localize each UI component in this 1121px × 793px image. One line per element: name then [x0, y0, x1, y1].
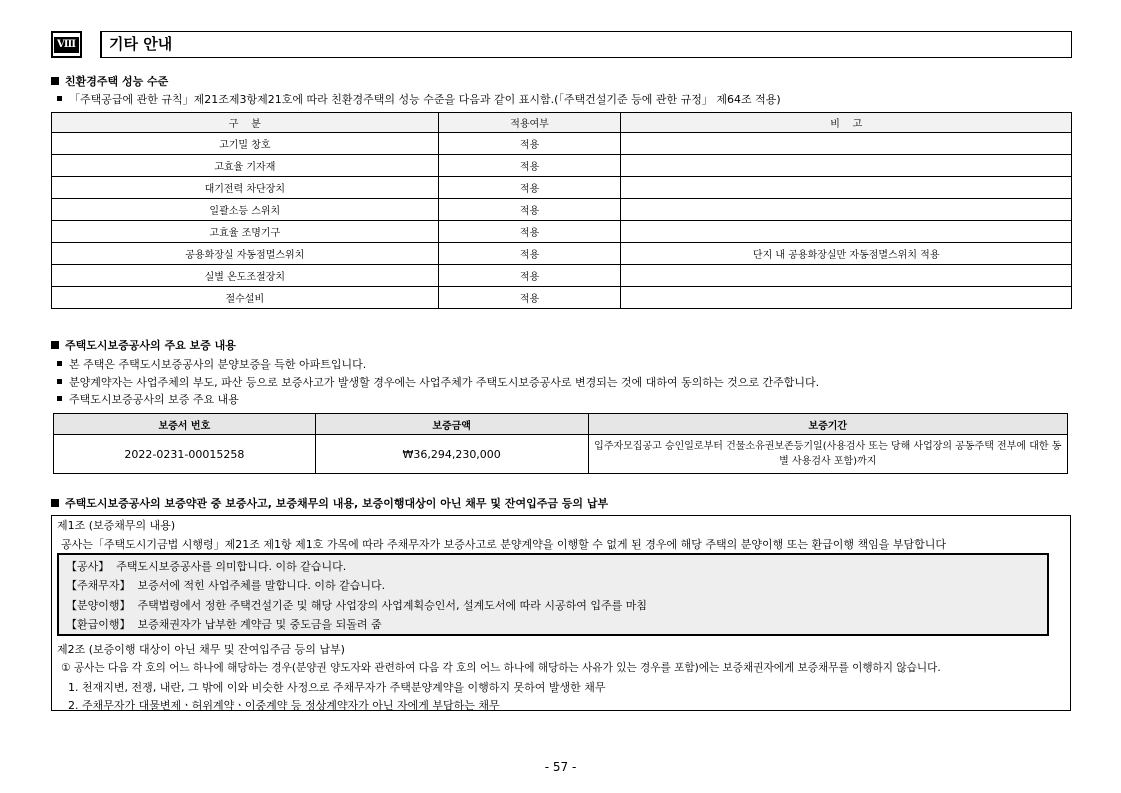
hug-heading: 주택도시보증공사의 주요 보증 내용 — [51, 337, 236, 353]
section-number-badge — [51, 31, 82, 58]
cell-applied: 적용 — [438, 243, 621, 265]
article-1-title: 제1조 (보증채무의 내용) — [57, 519, 176, 532]
section-title: 기타 안내 — [100, 31, 1072, 58]
cell-cert-number: 2022-0231-00015258 — [54, 435, 316, 474]
cell-remarks — [621, 199, 1072, 221]
square-bullet-icon — [51, 341, 59, 349]
cell-category: 일괄소등 스위치 — [52, 199, 439, 221]
table-header-row — [52, 113, 1072, 133]
article-2-item: 1. 천재지변, 전쟁, 내란, 그 밖에 이와 비슷한 사정으로 주채무자가 주택분양계약을 이행하지 못하여 발생한 채무 — [68, 681, 606, 694]
article-1-text: 공사는「주택도시기금법 시행령」제21조 제1항 제1호 가목에 따라 주채무자가 보증사고로 분양계약을 이행할 수 없게 된 경우에 해당 주택의 분양이행 또는 환급이행 책임을 부담합니다 — [61, 538, 946, 551]
cell-applied: 적용 — [438, 177, 621, 199]
definition-item: 【환급이행】 보증채권자가 납부한 계약금 및 중도금을 되돌려 줌 — [66, 618, 382, 631]
header-period: 보증기간 — [588, 414, 1067, 435]
header-remarks: 비 고 — [621, 113, 1072, 133]
cell-period: 입주자모집공고 승인일로부터 건물소유권보존등기일(사용검사 또는 당해 사업장의 공동주택 전부에 대한 동별 사용검사 포함)까지 — [588, 435, 1067, 474]
table-row — [52, 199, 1072, 221]
eco-heading: 친환경주택 성능 수준 — [51, 73, 168, 89]
header-amount: 보증금액 — [315, 414, 588, 435]
eco-note: 「주택공급에 관한 규칙」제21조제3항제21호에 따라 친환경주택의 성능 수준을 다음과 같이 표시함.(「주택건설기준 등에 관한 규정」 제64조 적용) — [51, 91, 781, 107]
cell-remarks — [621, 177, 1072, 199]
table-row — [54, 435, 1068, 474]
terms-heading: 주택도시보증공사의 보증약관 중 보증사고, 보증채무의 내용, 보증이행대상이 아닌 채무 및 잔여입주금 등의 납부 — [51, 495, 608, 511]
article-2-text: ① 공사는 다음 각 호의 어느 하나에 해당하는 경우(분양권 양도자와 관련하여 다음 각 호의 어느 하나에 해당하는 사유가 있는 경우를 포함)에는 보증채권자에게 보증채무를 이행하지 않습니다. — [61, 662, 941, 674]
cell-applied: 적용 — [438, 287, 621, 309]
definition-item: 【공사】 주택도시보증공사를 의미합니다. 이하 같습니다. — [66, 560, 347, 573]
square-bullet-icon — [51, 499, 59, 507]
article-2-title: 제2조 (보증이행 대상이 아닌 채무 및 잔여입주금 등의 납부) — [57, 643, 345, 656]
eco-table — [51, 112, 1072, 309]
cell-applied: 적용 — [438, 155, 621, 177]
bullet-icon — [57, 379, 62, 384]
cell-category: 고효율 조명기구 — [52, 221, 439, 243]
bullet-icon — [57, 96, 62, 101]
table-row — [52, 177, 1072, 199]
cell-category: 고기밀 창호 — [52, 133, 439, 155]
hug-bullet: 주택도시보증공사의 보증 주요 내용 — [51, 391, 239, 407]
hug-bullet: 분양계약자는 사업주체의 부도, 파산 등으로 보증사고가 발생할 경우에는 사업주체가 주택도시보증공사로 변경되는 것에 대하여 동의하는 것으로 간주합니다. — [51, 374, 819, 390]
definition-item: 【주채무자】 보증서에 적힌 사업주체를 말합니다. 이하 같습니다. — [66, 579, 386, 592]
header-cert-number: 보증서 번호 — [54, 414, 316, 435]
cell-remarks — [621, 155, 1072, 177]
cell-remarks — [621, 265, 1072, 287]
header-applied: 적용여부 — [438, 113, 621, 133]
guarantee-table — [53, 413, 1068, 474]
cell-category: 절수설비 — [52, 287, 439, 309]
cell-category: 실별 온도조절장치 — [52, 265, 439, 287]
square-bullet-icon — [51, 77, 59, 85]
table-row — [52, 265, 1072, 287]
cell-applied: 적용 — [438, 133, 621, 155]
cell-applied: 적용 — [438, 199, 621, 221]
cell-amount: ₩36,294,230,000 — [315, 435, 588, 474]
bullet-icon — [57, 361, 62, 366]
cell-category: 고효율 기자재 — [52, 155, 439, 177]
section-number: Ⅷ — [54, 37, 79, 53]
table-row — [52, 133, 1072, 155]
cell-remarks — [621, 221, 1072, 243]
table-row — [52, 287, 1072, 309]
cell-category: 대기전력 차단장치 — [52, 177, 439, 199]
table-row — [52, 243, 1072, 265]
page-number: - 57 - — [544, 760, 577, 774]
cell-remarks: 단지 내 공용화장실만 자동점멸스위치 적용 — [621, 243, 1072, 265]
table-header-row — [54, 414, 1068, 435]
article-2-item: 2. 주채무자가 대물변제ㆍ허위계약ㆍ이중계약 등 정상계약자가 아닌 자에게 부담하는 채무 — [68, 699, 500, 712]
header-category: 구 분 — [52, 113, 439, 133]
table-row — [52, 155, 1072, 177]
cell-remarks — [621, 133, 1072, 155]
hug-bullet: 본 주택은 주택도시보증공사의 분양보증을 득한 아파트입니다. — [51, 356, 366, 372]
table-row — [52, 221, 1072, 243]
cell-applied: 적용 — [438, 221, 621, 243]
definition-item: 【분양이행】 주택법령에서 정한 주택건설기준 및 해당 사업장의 사업계획승인서, 설계도서에 따라 시공하여 입주를 마침 — [66, 599, 648, 612]
cell-category: 공용화장실 자동점멸스위치 — [52, 243, 439, 265]
cell-applied: 적용 — [438, 265, 621, 287]
cell-remarks — [621, 287, 1072, 309]
bullet-icon — [57, 396, 62, 401]
